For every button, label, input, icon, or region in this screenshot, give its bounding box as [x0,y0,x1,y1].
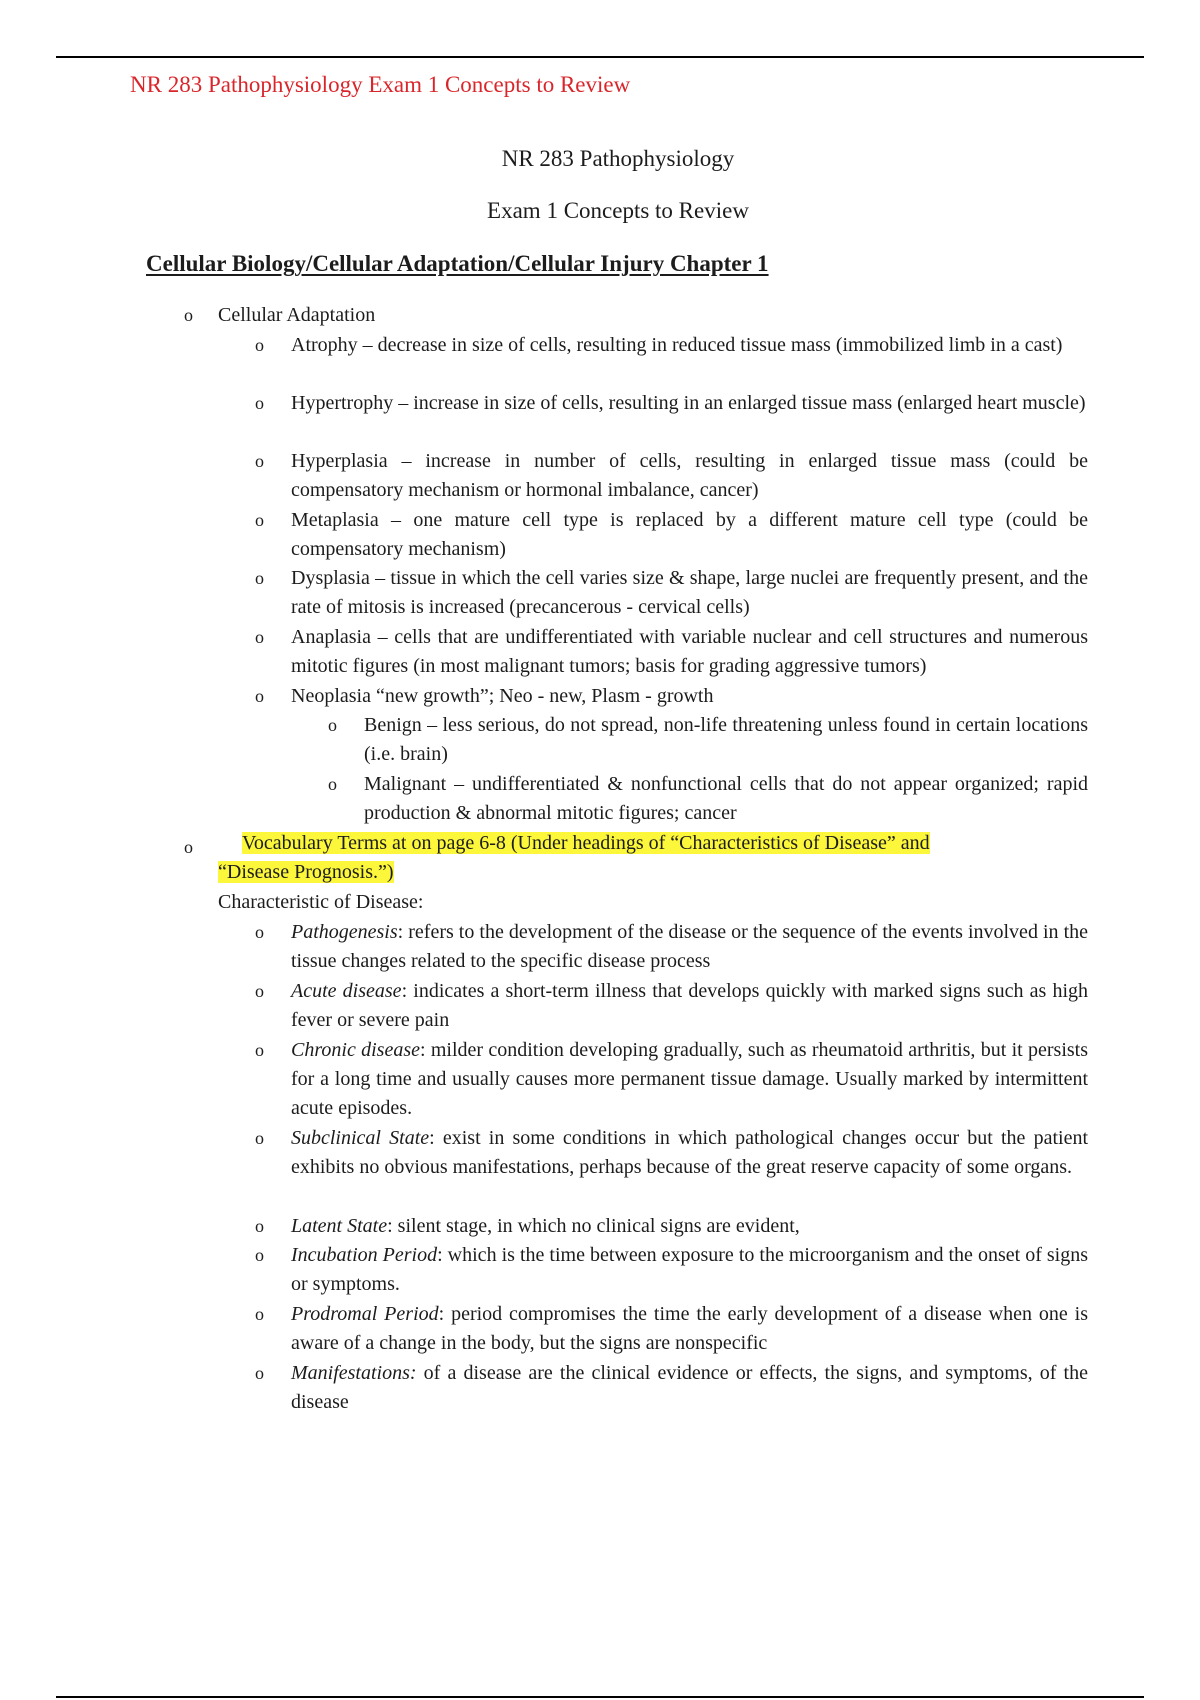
vocab-term-item [291,1241,1088,1299]
term-name: Pathogenesis [291,921,398,943]
top-rule [56,56,1144,58]
bullet-icon: o [255,568,264,588]
term-name: Incubation Period [291,1244,438,1266]
list-item: Anaplasia – cells that are undifferentiated with variable nuclear and cell structures and numerous mitotic figures (in most malignant tumors; basis for grading aggressive tumors) [291,626,1088,677]
bullet-icon: o [255,510,264,530]
list-item: Metaplasia – one mature cell type is replaced by a different mature cell type (could be compensatory mechanism) [291,509,1088,560]
running-header: NR 283 Pathophysiology Exam 1 Concepts to Review [130,72,631,97]
term-definition: of a disease are the clinical evidence or effects, the signs, and symptoms, of the disease [291,1362,1088,1413]
term-name: Chronic disease [291,1039,420,1061]
vocab-term-item [291,1124,1088,1182]
bullet-icon: o [255,686,264,706]
term-definition: : refers to the development of the disease or the sequence of the events involved in the tissue changes related to the specific disease process [291,921,1088,972]
vocabulary-note-line-2 [218,858,1088,887]
vocab-term-item [291,1212,1088,1241]
term-definition: : silent stage, in which no clinical signs are evident, [387,1215,800,1237]
term-definition: : which is the time between exposure to the microorganism and the onset of signs or symptoms. [291,1244,1088,1295]
term-name: Manifestations: [291,1362,417,1384]
bullet-icon: o [255,1245,264,1265]
list-heading-cellular-adaptation: Cellular Adaptation [218,304,376,326]
list-item: Benign – less serious, do not spread, non-life threatening unless found in certain locations (i.e. brain) [364,714,1088,765]
vocab-term-item [291,918,1088,976]
term-name: Acute disease [291,980,402,1002]
bullet-icon: o [255,1216,264,1236]
bottom-rule [56,1696,1144,1698]
term-definition: : milder condition developing gradually, such as rheumatoid arthritis, but it persists for a long time and usually causes more permanent tissue damage. Usually marked by intermittent acute episodes. [291,1039,1088,1119]
bullet-icon: o [255,1040,264,1060]
bullet-icon: o [255,393,264,413]
highlighted-text: Vocabulary Terms at on page 6-8 (Under headings of “Characteristics of Disease” and [242,832,930,854]
page-title: NR 283 Pathophysiology [501,146,735,171]
subheading-characteristic-of-disease: Characteristic of Disease: [218,891,424,913]
list-item: Hyperplasia – increase in number of cells, resulting in enlarged tissue mass (could be compensatory mechanism or hormonal imbalance, cancer) [291,450,1088,501]
bullet-icon: o [184,837,193,857]
bullet-icon: o [255,627,264,647]
bullet-icon: o [255,451,264,471]
list-item: Atrophy – decrease in size of cells, resulting in reduced tissue mass (immobilized limb in a cast) [291,334,1063,356]
list-item: Dysplasia – tissue in which the cell varies size & shape, large nuclei are frequently present, and the rate of mitosis is increased (precancerous - cervical cells) [291,567,1088,618]
list-item: Hypertrophy – increase in size of cells, resulting in an enlarged tissue mass (enlarged heart muscle) [291,392,1086,414]
term-definition: : exist in some conditions in which pathological changes occur but the patient exhibits no obvious manifestations, perhaps because of the great reserve capacity of some organs. [291,1127,1088,1178]
vocabulary-note-line-1 [218,829,1112,858]
vocab-term-item [291,977,1088,1035]
bullet-icon: o [255,1128,264,1148]
term-definition: : indicates a short-term illness that develops quickly with marked signs such as high fever or severe pain [291,980,1089,1031]
term-definition: : period compromises the time the early development of a disease when one is aware of a change in the body, but the signs are nonspecific [291,1303,1088,1354]
bullet-icon: o [255,922,264,942]
term-name: Subclinical State [291,1127,430,1149]
bullet-icon: o [328,774,337,794]
bullet-icon: o [328,715,337,735]
term-name: Latent State [291,1215,388,1237]
list-item: Malignant – undifferentiated & nonfunctional cells that do not appear organized; rapid production & abnormal mitotic figures; cancer [364,773,1088,824]
bullet-icon: o [255,1363,264,1383]
bullet-icon: o [255,335,264,355]
vocab-term-item [291,1300,1088,1358]
list-item: Neoplasia “new growth”; Neo - new, Plasm - growth [291,685,714,707]
term-name: Prodromal Period [291,1303,439,1325]
section-heading: Cellular Biology/Cellular Adaptation/Cellular Injury Chapter 1 [146,251,769,276]
vocab-term-item [291,1036,1088,1123]
bullet-icon: o [255,981,264,1001]
vocab-term-item [291,1359,1088,1417]
highlighted-text: “Disease Prognosis.”) [218,861,394,883]
bullet-icon: o [255,1304,264,1324]
bullet-icon: o [184,305,193,325]
page-subtitle: Exam 1 Concepts to Review [487,198,749,223]
